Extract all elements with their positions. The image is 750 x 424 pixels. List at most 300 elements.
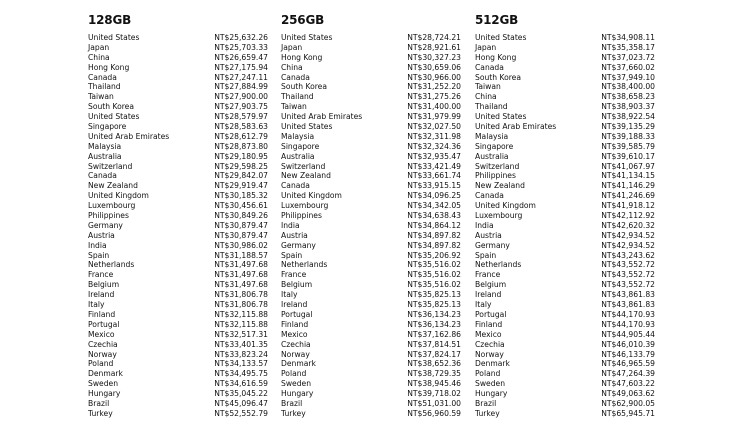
price-row <box>475 379 655 389</box>
country-name: Netherlands <box>281 260 328 270</box>
price-value: NT$32,517.31 <box>214 329 268 339</box>
country-name: China <box>475 92 497 102</box>
price-value: NT$37,824.17 <box>407 349 461 359</box>
column-512gb <box>475 10 655 419</box>
country-name: United Kingdom <box>88 191 149 201</box>
country-name: Mexico <box>475 329 502 339</box>
price-row <box>88 340 268 350</box>
price-value: NT$30,879.47 <box>214 220 268 230</box>
price-value: NT$47,603.22 <box>601 379 655 389</box>
price-value: NT$30,879.47 <box>214 230 268 240</box>
price-value: NT$43,861.83 <box>601 290 655 300</box>
country-name: France <box>281 270 307 280</box>
country-name: United States <box>475 112 527 122</box>
price-value: NT$34,495.75 <box>214 369 268 379</box>
column-title: 256GB <box>281 13 325 27</box>
price-value: NT$37,660.02 <box>601 62 655 72</box>
price-row <box>475 300 655 310</box>
price-row <box>88 63 268 73</box>
country-name: Canada <box>88 171 117 181</box>
country-name: United States <box>88 112 140 122</box>
price-row <box>88 409 268 419</box>
price-row <box>475 102 655 112</box>
price-row <box>281 260 461 270</box>
price-row <box>88 241 268 251</box>
country-name: Malaysia <box>88 141 122 151</box>
country-name: Norway <box>475 349 504 359</box>
price-row <box>88 330 268 340</box>
country-name: Malaysia <box>475 131 509 141</box>
country-name: Taiwan <box>88 92 114 102</box>
price-row <box>281 409 461 419</box>
price-value: NT$35,045.22 <box>214 389 268 399</box>
price-row <box>475 330 655 340</box>
country-name: Poland <box>88 359 114 369</box>
price-row <box>281 231 461 241</box>
price-value: NT$38,652.36 <box>407 359 461 369</box>
country-name: China <box>281 62 303 72</box>
price-value: NT$28,579.97 <box>214 112 268 122</box>
price-row <box>88 270 268 280</box>
country-name: Austria <box>475 230 502 240</box>
price-value: NT$34,638.43 <box>407 211 461 221</box>
price-value: NT$39,585.79 <box>601 141 655 151</box>
price-value: NT$32,311.98 <box>407 131 461 141</box>
country-name: Denmark <box>88 369 123 379</box>
price-value: NT$31,400.00 <box>407 102 461 112</box>
price-value: NT$43,552.72 <box>601 260 655 270</box>
price-row <box>88 92 268 102</box>
country-name: Thailand <box>88 82 121 92</box>
country-name: Czechia <box>281 339 311 349</box>
price-value: NT$41,146.29 <box>601 181 655 191</box>
country-name: Australia <box>88 151 122 161</box>
price-row <box>475 181 655 191</box>
country-name: Luxembourg <box>281 201 329 211</box>
price-row <box>88 43 268 53</box>
country-name: Luxembourg <box>475 211 523 221</box>
price-value: NT$25,703.33 <box>214 42 268 52</box>
price-row <box>475 112 655 122</box>
price-row <box>475 340 655 350</box>
price-row <box>281 152 461 162</box>
price-value: NT$42,112.92 <box>601 211 655 221</box>
country-name: United States <box>281 33 333 42</box>
price-value: NT$38,400.00 <box>601 82 655 92</box>
price-row <box>88 231 268 241</box>
price-row <box>88 379 268 389</box>
country-name: Hungary <box>281 389 314 399</box>
price-value: NT$37,949.10 <box>601 72 655 82</box>
price-row <box>475 221 655 231</box>
price-value: NT$31,497.68 <box>214 270 268 280</box>
country-name: New Zealand <box>281 171 331 181</box>
price-row <box>281 132 461 142</box>
country-name: Switzerland <box>281 161 326 171</box>
country-name: United States <box>281 122 333 132</box>
price-row <box>475 399 655 409</box>
country-name: Luxembourg <box>88 201 136 211</box>
price-row <box>281 330 461 340</box>
price-value: NT$56,960.59 <box>407 408 461 418</box>
price-row <box>281 201 461 211</box>
price-value: NT$34,864.12 <box>407 220 461 230</box>
country-name: Denmark <box>281 359 316 369</box>
price-value: NT$27,903.75 <box>214 102 268 112</box>
price-value: NT$37,162.86 <box>407 329 461 339</box>
price-value: NT$36,134.23 <box>407 309 461 319</box>
price-value: NT$42,934.52 <box>601 230 655 240</box>
price-value: NT$33,823.24 <box>214 349 268 359</box>
price-value: NT$38,903.37 <box>601 102 655 112</box>
price-value: NT$30,986.02 <box>214 240 268 250</box>
price-value: NT$43,243.62 <box>601 250 655 260</box>
country-name: Philippines <box>88 211 129 221</box>
price-row <box>88 350 268 360</box>
country-name: Germany <box>281 240 316 250</box>
price-row <box>281 142 461 152</box>
price-value: NT$35,825.13 <box>407 300 461 310</box>
price-row <box>475 359 655 369</box>
price-value: NT$62,900.05 <box>601 398 655 408</box>
price-row <box>281 300 461 310</box>
price-value: NT$30,966.00 <box>407 72 461 82</box>
price-value: NT$35,516.02 <box>407 260 461 270</box>
price-value: NT$46,010.39 <box>601 339 655 349</box>
price-value: NT$28,724.21 <box>407 33 461 42</box>
price-value: NT$43,861.83 <box>601 300 655 310</box>
country-name: Sweden <box>281 379 312 389</box>
price-row <box>88 122 268 132</box>
country-name: Sweden <box>475 379 506 389</box>
country-name: Portugal <box>88 319 120 329</box>
price-value: NT$39,135.29 <box>601 122 655 132</box>
country-name: Thailand <box>281 92 314 102</box>
price-row <box>475 162 655 172</box>
price-row <box>88 191 268 201</box>
price-value: NT$44,170.93 <box>601 309 655 319</box>
price-value: NT$47,264.39 <box>601 369 655 379</box>
country-name: Malaysia <box>281 131 315 141</box>
country-name: Japan <box>475 42 497 52</box>
price-value: NT$45,096.47 <box>214 398 268 408</box>
price-value: NT$34,616.59 <box>214 379 268 389</box>
price-row <box>88 142 268 152</box>
price-value: NT$31,806.78 <box>214 300 268 310</box>
price-row <box>475 260 655 270</box>
price-row <box>475 132 655 142</box>
price-row <box>281 350 461 360</box>
price-row <box>281 122 461 132</box>
price-value: NT$32,115.88 <box>214 319 268 329</box>
price-value: NT$29,842.07 <box>214 171 268 181</box>
price-row <box>88 389 268 399</box>
price-row <box>281 63 461 73</box>
price-row <box>475 350 655 360</box>
country-name: Japan <box>281 42 303 52</box>
price-value: NT$31,497.68 <box>214 280 268 290</box>
price-row <box>475 270 655 280</box>
country-name: Taiwan <box>281 102 307 112</box>
price-value: NT$28,921.61 <box>407 42 461 52</box>
country-name: United Arab Emirates <box>475 122 557 132</box>
price-row <box>281 389 461 399</box>
price-value: NT$35,358.17 <box>601 42 655 52</box>
country-name: United Kingdom <box>475 201 536 211</box>
country-name: Turkey <box>88 408 113 418</box>
price-row <box>475 409 655 419</box>
price-value: NT$51,031.00 <box>407 398 461 408</box>
price-value: NT$33,401.35 <box>214 339 268 349</box>
country-name: United Arab Emirates <box>88 131 170 141</box>
price-value: NT$65,945.71 <box>601 408 655 418</box>
price-value: NT$38,945.46 <box>407 379 461 389</box>
price-value: NT$25,632.26 <box>214 33 268 42</box>
country-name: Portugal <box>475 309 507 319</box>
price-value: NT$41,134.15 <box>601 171 655 181</box>
country-name: India <box>281 220 300 230</box>
country-name: Spain <box>281 250 303 260</box>
column-title: 512GB <box>475 13 519 27</box>
price-value: NT$38,729.35 <box>407 369 461 379</box>
price-row <box>475 43 655 53</box>
price-row <box>281 181 461 191</box>
price-row <box>281 270 461 280</box>
price-row <box>88 300 268 310</box>
price-row <box>281 82 461 92</box>
country-name: New Zealand <box>88 181 138 191</box>
price-row <box>281 320 461 330</box>
country-name: Portugal <box>281 309 313 319</box>
price-value: NT$38,658.23 <box>601 92 655 102</box>
price-row <box>475 53 655 63</box>
price-row <box>88 399 268 409</box>
price-row <box>475 369 655 379</box>
country-name: Czechia <box>475 339 505 349</box>
country-name: New Zealand <box>475 181 525 191</box>
price-value: NT$35,825.13 <box>407 290 461 300</box>
country-name: Singapore <box>475 141 514 151</box>
country-name: Canada <box>88 72 117 82</box>
price-list <box>88 33 268 419</box>
country-name: Spain <box>88 250 110 260</box>
country-name: Philippines <box>281 211 322 221</box>
country-name: Netherlands <box>475 260 522 270</box>
price-row <box>88 132 268 142</box>
country-name: Canada <box>281 72 310 82</box>
country-name: Ireland <box>88 290 115 300</box>
price-row <box>475 82 655 92</box>
price-value: NT$32,935.47 <box>407 151 461 161</box>
price-row <box>475 201 655 211</box>
price-row <box>281 102 461 112</box>
country-name: Germany <box>475 240 510 250</box>
price-row <box>88 171 268 181</box>
price-value: NT$35,516.02 <box>407 280 461 290</box>
price-row <box>281 191 461 201</box>
price-value: NT$44,905.44 <box>601 329 655 339</box>
price-value: NT$33,421.49 <box>407 161 461 171</box>
price-row <box>88 152 268 162</box>
price-row <box>88 310 268 320</box>
country-name: Italy <box>88 300 105 310</box>
price-row <box>475 320 655 330</box>
country-name: Sweden <box>88 379 119 389</box>
price-row <box>88 73 268 83</box>
country-name: Turkey <box>281 408 306 418</box>
country-name: Australia <box>281 151 315 161</box>
country-name: Hong Kong <box>475 52 517 62</box>
country-name: Belgium <box>475 280 507 290</box>
price-value: NT$32,324.36 <box>407 141 461 151</box>
country-name: Switzerland <box>475 161 520 171</box>
country-name: Austria <box>88 230 115 240</box>
country-name: Australia <box>475 151 509 161</box>
country-name: Poland <box>475 369 501 379</box>
price-value: NT$28,873.80 <box>214 141 268 151</box>
price-row <box>475 241 655 251</box>
price-value: NT$34,897.82 <box>407 240 461 250</box>
price-value: NT$31,979.99 <box>407 112 461 122</box>
price-row <box>475 92 655 102</box>
price-value: NT$29,598.25 <box>214 161 268 171</box>
price-row <box>281 251 461 261</box>
price-value: NT$34,908.11 <box>601 33 655 42</box>
price-value: NT$44,170.93 <box>601 319 655 329</box>
price-value: NT$41,246.69 <box>601 191 655 201</box>
price-row <box>88 162 268 172</box>
country-name: Japan <box>88 42 110 52</box>
country-name: United States <box>88 33 140 42</box>
country-name: Brazil <box>475 398 497 408</box>
country-name: Thailand <box>475 102 508 112</box>
price-value: NT$31,497.68 <box>214 260 268 270</box>
price-row <box>88 359 268 369</box>
price-value: NT$37,023.72 <box>601 52 655 62</box>
price-value: NT$27,900.00 <box>214 92 268 102</box>
price-row <box>281 53 461 63</box>
price-row <box>475 33 655 43</box>
price-row <box>281 211 461 221</box>
price-value: NT$32,027.50 <box>407 122 461 132</box>
country-name: Finland <box>281 319 309 329</box>
country-name: Hong Kong <box>281 52 323 62</box>
country-name: Finland <box>475 319 503 329</box>
price-value: NT$35,206.92 <box>407 250 461 260</box>
price-row <box>281 280 461 290</box>
country-name: Brazil <box>88 398 110 408</box>
price-value: NT$46,133.79 <box>601 349 655 359</box>
price-row <box>281 310 461 320</box>
country-name: Poland <box>281 369 307 379</box>
price-value: NT$33,661.74 <box>407 171 461 181</box>
price-row <box>475 191 655 201</box>
price-row <box>281 112 461 122</box>
price-row <box>88 320 268 330</box>
price-value: NT$37,814.51 <box>407 339 461 349</box>
price-row <box>475 310 655 320</box>
country-name: China <box>88 52 110 62</box>
price-value: NT$30,456.61 <box>214 201 268 211</box>
price-row <box>88 82 268 92</box>
country-name: South Korea <box>281 82 328 92</box>
price-row <box>475 231 655 241</box>
country-name: Canada <box>475 62 504 72</box>
price-row <box>475 122 655 132</box>
price-row <box>281 43 461 53</box>
price-value: NT$31,252.20 <box>407 82 461 92</box>
price-row <box>281 92 461 102</box>
country-name: Ireland <box>281 300 308 310</box>
price-value: NT$34,133.57 <box>214 359 268 369</box>
country-name: Turkey <box>475 408 500 418</box>
country-name: United Arab Emirates <box>281 112 363 122</box>
price-value: NT$30,327.23 <box>407 52 461 62</box>
price-value: NT$42,934.52 <box>601 240 655 250</box>
price-value: NT$49,063.62 <box>601 389 655 399</box>
price-value: NT$27,175.94 <box>214 62 268 72</box>
country-name: Ireland <box>475 290 502 300</box>
column-256gb <box>281 10 461 419</box>
price-row <box>88 211 268 221</box>
price-row <box>88 221 268 231</box>
price-row <box>88 33 268 43</box>
price-value: NT$29,919.47 <box>214 181 268 191</box>
price-row <box>475 211 655 221</box>
price-value: NT$36,134.23 <box>407 319 461 329</box>
price-row <box>281 379 461 389</box>
country-name: Mexico <box>88 329 115 339</box>
country-name: Czechia <box>88 339 118 349</box>
country-name: Germany <box>88 220 123 230</box>
price-row <box>475 171 655 181</box>
price-row <box>281 221 461 231</box>
price-value: NT$38,922.54 <box>601 112 655 122</box>
price-row <box>281 340 461 350</box>
price-value: NT$34,342.05 <box>407 201 461 211</box>
price-row <box>88 251 268 261</box>
country-name: Belgium <box>88 280 120 290</box>
price-row <box>88 181 268 191</box>
price-value: NT$43,552.72 <box>601 280 655 290</box>
country-name: Netherlands <box>88 260 135 270</box>
price-value: NT$31,188.57 <box>214 250 268 260</box>
country-name: United Kingdom <box>281 191 342 201</box>
price-value: NT$34,897.82 <box>407 230 461 240</box>
price-value: NT$26,659.47 <box>214 52 268 62</box>
price-row <box>475 251 655 261</box>
country-name: Canada <box>281 181 310 191</box>
country-name: France <box>475 270 501 280</box>
price-list <box>281 33 461 419</box>
price-row <box>88 369 268 379</box>
price-row <box>88 280 268 290</box>
price-value: NT$43,552.72 <box>601 270 655 280</box>
price-row <box>88 112 268 122</box>
price-row <box>281 162 461 172</box>
price-value: NT$30,185.32 <box>214 191 268 201</box>
price-value: NT$52,552.79 <box>214 408 268 418</box>
price-value: NT$34,096.25 <box>407 191 461 201</box>
price-row <box>475 280 655 290</box>
country-name: Singapore <box>281 141 320 151</box>
country-name: Austria <box>281 230 308 240</box>
price-row <box>475 290 655 300</box>
price-row <box>88 201 268 211</box>
country-name: Italy <box>281 290 298 300</box>
country-name: Hungary <box>475 389 508 399</box>
price-value: NT$41,918.12 <box>601 201 655 211</box>
